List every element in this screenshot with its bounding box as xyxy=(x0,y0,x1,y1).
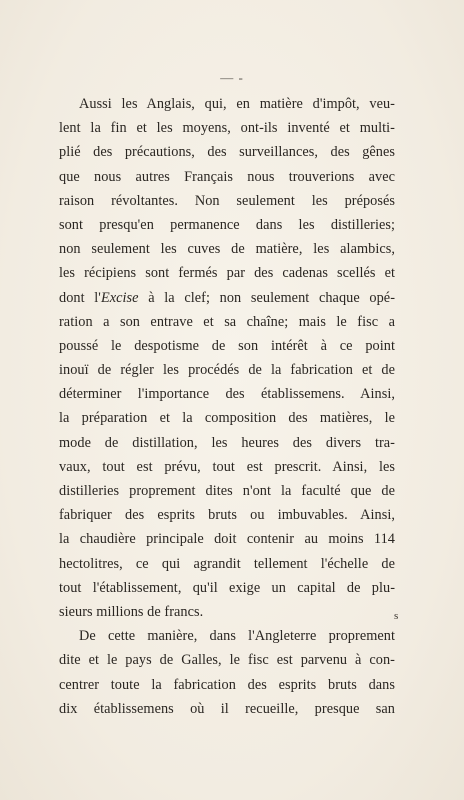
text-line: la préparation et la composition des matières, le xyxy=(59,410,395,427)
text-line: sieurs millions de francs. xyxy=(59,603,204,620)
text-line: hectolitres, ce qui agrandit tellement l'échelle de xyxy=(59,555,395,572)
text-line: distilleries proprement dites n'ont la faculté que de xyxy=(59,483,395,499)
text-line: plié des précautions, des surveillances, des gênes xyxy=(59,144,395,161)
text-line: les récipiens sont fermés par des cadenas scellés et xyxy=(59,265,395,282)
text-line: la chaudière principale doit contenir au moins 114 xyxy=(59,531,395,548)
text-line: Aussi les Anglais, qui, en matière d'impôt, veu- xyxy=(79,96,395,112)
text-line: poussé le despotisme de son intérêt à ce point xyxy=(59,337,395,354)
text-line: fabriquer des esprits bruts ou imbuvables. Ainsi, xyxy=(59,507,395,524)
text-line: raison révoltantes. Non seulement les préposés xyxy=(59,192,395,209)
body-text xyxy=(59,92,395,721)
text-line: vaux, tout est prévu, tout est prescrit. Ainsi, les xyxy=(59,458,395,475)
text-line: dite et le pays de Galles, le fisc est parvenu à con- xyxy=(59,652,395,669)
text-line: dix établissemens où il recueille, presque san xyxy=(59,700,395,717)
text-line: De cette manière, dans l'Angleterre proprement xyxy=(79,628,395,645)
text-line: ration a son entrave et sa chaîne; mais le fisc a xyxy=(59,313,395,330)
text-line: inouï de régler les procédés de la fabrication et de xyxy=(59,362,395,379)
text-line: déterminer l'importance des établissemens. Ainsi, xyxy=(59,386,395,403)
text-line: que nous autres Français nous trouverions avec xyxy=(59,168,395,185)
text-line: tout l'établissement, qu'il exige un capital de plu- xyxy=(59,579,395,596)
text-line: sont presqu'en permanence dans les distilleries; xyxy=(59,216,395,233)
text-line: lent la fin et les moyens, ont-ils inventé et multi- xyxy=(59,120,395,137)
catchword: s xyxy=(394,610,399,622)
text-line: mode de distillation, les heures des divers tra- xyxy=(59,434,395,451)
excise-emphasis: Excise xyxy=(100,289,139,306)
text-line: dont l'Excise à la clef; non seulement chaque opé- xyxy=(59,289,396,306)
text-line: non seulement les cuves de matière, les alambics, xyxy=(59,241,395,258)
page-header: — - xyxy=(220,70,244,85)
text-line: centrer toute la fabrication des esprits bruts dans xyxy=(59,676,395,693)
